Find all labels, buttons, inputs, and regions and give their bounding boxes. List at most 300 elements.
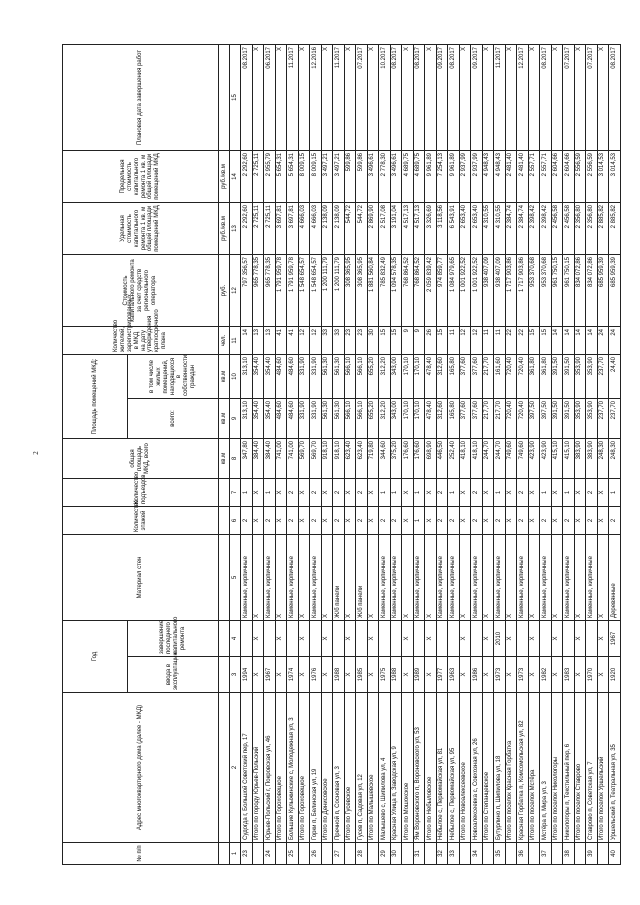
table-cell: 561,30: [333, 399, 345, 439]
table-cell: Итого по городу Юрьев-Польский: [252, 693, 264, 843]
table-cell: 720,40: [505, 399, 517, 439]
table-cell: 39: [586, 843, 598, 865]
table-cell: 11.2017: [333, 44, 345, 150]
table-cell: 1: [264, 479, 276, 507]
table-cell: Красная Горбатка п, Комсомольская ул, 82: [517, 693, 529, 843]
table-cell: 252,40: [448, 439, 460, 479]
table-cell: 2 653,40: [459, 202, 471, 254]
table-cell: 331,90: [298, 399, 310, 439]
table-cell: Каменные, кирпичные: [494, 535, 506, 621]
table-cell: 2: [390, 507, 402, 535]
table-row: [310, 44, 322, 864]
table-cell: 1 548 654,57: [310, 254, 322, 326]
table-cell: Каменные, кирпичные: [563, 535, 575, 621]
capital-repair-table: [62, 44, 621, 865]
table-cell: Пречной п, Сосновая ул, 3: [333, 693, 345, 843]
table-cell: 953 370,68: [540, 254, 552, 326]
table-cell: 2 292,60: [241, 202, 253, 254]
table-cell: 797 356,57: [241, 254, 253, 326]
table-cell: 24: [609, 326, 621, 354]
table-cell: 1983: [563, 657, 575, 693]
table-cell: 1988: [390, 657, 402, 693]
table-cell: 566,10: [344, 354, 356, 398]
table-cell: X: [574, 507, 586, 535]
table-row: [494, 44, 506, 864]
table-cell: Небылое с, Первомайская ул, 81: [436, 693, 448, 843]
header-entrances: Количество подъездов: [63, 479, 219, 507]
unit-cell: чел.: [219, 326, 230, 354]
table-cell: 237,70: [597, 399, 609, 439]
table-cell: [413, 621, 425, 657]
header-repair-cost: Стоимость капитального ремонта за счет средств регионального оператора: [63, 254, 219, 326]
subtotal-row: [505, 44, 517, 864]
table-cell: 561,30: [321, 399, 333, 439]
page-number: 2: [31, 451, 40, 455]
column-number-cell: 7: [230, 479, 241, 507]
table-cell: [528, 843, 540, 865]
table-cell: 353,90: [586, 399, 598, 439]
table-row: [563, 44, 575, 864]
table-cell: 965 778,35: [264, 254, 276, 326]
table-row: [379, 44, 391, 864]
table-cell: 312,60: [436, 399, 448, 439]
table-cell: X: [459, 657, 471, 693]
table-cell: 176,60: [402, 439, 414, 479]
table-cell: 484,60: [287, 354, 299, 398]
table-cell: Итого по поселок Красная Горбатка: [505, 693, 517, 843]
table-cell: 35: [494, 843, 506, 865]
table-cell: 8 009,15: [310, 150, 322, 202]
table-cell: 354,40: [264, 399, 276, 439]
table-cell: 2 604,66: [563, 150, 575, 202]
table-cell: 3 014,53: [597, 150, 609, 202]
table-cell: 27: [333, 843, 345, 865]
table-cell: 2: [310, 479, 322, 507]
table-cell: 655,20: [367, 399, 379, 439]
table-cell: 768 864,52: [413, 254, 425, 326]
table-cell: 655,20: [367, 354, 379, 398]
table-cell: 30: [390, 843, 402, 865]
table-cell: 1 717 903,86: [517, 254, 529, 326]
table-row: [517, 44, 529, 864]
subtotal-row: [252, 44, 264, 864]
table-cell: 38: [563, 843, 575, 865]
table-cell: X: [597, 44, 609, 150]
table-cell: X: [275, 507, 287, 535]
table-cell: X: [402, 507, 414, 535]
table-cell: 09.2017: [471, 44, 483, 150]
table-cell: 34: [471, 843, 483, 865]
table-cell: 26: [310, 843, 322, 865]
table-cell: 41: [287, 326, 299, 354]
table-cell: Каменные, кирпичные: [436, 535, 448, 621]
table-cell: X: [505, 621, 517, 657]
subtotal-row: [574, 44, 586, 864]
table-cell: Каменные, кирпичные: [413, 535, 425, 621]
table-cell: 623,40: [356, 439, 368, 479]
table-cell: [436, 621, 448, 657]
table-cell: 3 191,04: [390, 202, 402, 254]
table-cell: 1: [241, 479, 253, 507]
table-cell: 12: [310, 326, 322, 354]
table-cell: 4 666,03: [310, 202, 322, 254]
table-cell: 2 604,66: [551, 150, 563, 202]
table-cell: 685 959,39: [597, 254, 609, 326]
table-cell: 4 517,13: [413, 202, 425, 254]
table-cell: X: [482, 657, 494, 693]
table-cell: Каменные, кирпичные: [390, 535, 402, 621]
table-cell: 15: [436, 326, 448, 354]
table-cell: 24,40: [609, 354, 621, 398]
table-cell: 2 778,30: [379, 150, 391, 202]
unit-cell: кв.м: [219, 439, 230, 479]
table-cell: 12.2017: [517, 44, 529, 150]
subtotal-row: [425, 44, 437, 864]
column-number-cell: 10: [230, 354, 241, 398]
table-cell: 2 557,71: [528, 150, 540, 202]
table-cell: X: [402, 479, 414, 507]
column-number-cell: 2: [230, 693, 241, 843]
header-total-area: общая площадь МКД, всего: [63, 439, 219, 479]
table-cell: 37: [540, 843, 552, 865]
table-cell: 1 717 903,86: [505, 254, 517, 326]
table-cell: 3 497,21: [321, 150, 333, 202]
table-cell: X: [425, 535, 437, 621]
table-cell: [321, 843, 333, 865]
register-sheet: [62, 45, 617, 865]
units-row: [219, 44, 230, 864]
table-cell: 2 398,42: [540, 202, 552, 254]
table-cell: 2 885,82: [609, 202, 621, 254]
table-cell: 331,90: [310, 354, 322, 398]
table-cell: 1920: [609, 657, 621, 693]
table-cell: 2: [379, 507, 391, 535]
column-number-cell: 11: [230, 326, 241, 354]
table-cell: 768 864,52: [402, 254, 414, 326]
table-cell: 22: [517, 326, 529, 354]
table-cell: 2: [333, 507, 345, 535]
table-cell: 15: [528, 326, 540, 354]
header-area-total: всего:: [128, 399, 219, 439]
table-cell: [344, 843, 356, 865]
table-cell: X: [425, 621, 437, 657]
table-cell: 33: [448, 843, 460, 865]
table-cell: 217,70: [482, 399, 494, 439]
table-cell: 3 496,61: [390, 150, 402, 202]
table-cell: 170,10: [402, 399, 414, 439]
table-cell: Итого по поселок Уршельский: [597, 693, 609, 843]
unit-cell: [219, 693, 230, 843]
table-cell: 9: [413, 326, 425, 354]
header-commissioning-year: ввода в эксплуатацию: [128, 657, 219, 693]
table-cell: 1 200 111,79: [333, 254, 345, 326]
table-cell: 484,60: [287, 399, 299, 439]
table-cell: 377,60: [471, 399, 483, 439]
table-cell: 353,90: [574, 399, 586, 439]
table-cell: 11: [494, 326, 506, 354]
table-cell: 312,20: [379, 399, 391, 439]
table-cell: 741,00: [287, 439, 299, 479]
unit-cell: руб./кв.м: [219, 150, 230, 202]
table-cell: 343,00: [390, 399, 402, 439]
table-cell: X: [425, 507, 437, 535]
table-cell: X: [528, 621, 540, 657]
header-area-group: Площадь помещений МКД:: [63, 354, 128, 438]
table-cell: [482, 843, 494, 865]
table-cell: 2 456,58: [551, 202, 563, 254]
table-row: [241, 44, 253, 864]
table-cell: 423,90: [540, 439, 552, 479]
table-cell: X: [275, 44, 287, 150]
table-cell: 698,90: [425, 439, 437, 479]
table-cell: 33: [321, 326, 333, 354]
column-numbers-row: [230, 44, 241, 864]
column-number-cell: 1: [230, 843, 241, 865]
table-cell: X: [275, 535, 287, 621]
table-cell: 354,40: [252, 354, 264, 398]
table-cell: X: [367, 507, 379, 535]
table-cell: 2: [540, 507, 552, 535]
table-cell: 719,80: [367, 439, 379, 479]
table-cell: X: [528, 479, 540, 507]
table-cell: 1 791 959,78: [275, 254, 287, 326]
table-cell: X: [298, 535, 310, 621]
table-cell: 09.2017: [436, 44, 448, 150]
table-cell: 478,40: [425, 354, 437, 398]
header-wall-material: Материал стен: [63, 535, 219, 621]
table-row: [609, 44, 621, 864]
table-cell: 2 356,80: [586, 202, 598, 254]
table-cell: 1973: [494, 657, 506, 693]
table-cell: 1: [540, 479, 552, 507]
table-cell: 1 548 654,57: [298, 254, 310, 326]
table-cell: 2 885,82: [597, 202, 609, 254]
table-cell: X: [298, 621, 310, 657]
table-cell: 1 001 922,52: [459, 254, 471, 326]
table-cell: 248,30: [609, 439, 621, 479]
table-cell: X: [252, 507, 264, 535]
table-cell: 3 697,81: [287, 202, 299, 254]
table-cell: X: [321, 507, 333, 535]
table-cell: [563, 621, 575, 657]
table-cell: X: [298, 657, 310, 693]
table-cell: 1989: [413, 657, 425, 693]
table-cell: 15: [540, 326, 552, 354]
table-cell: 353,90: [574, 354, 586, 398]
table-cell: 599,86: [356, 150, 368, 202]
table-cell: X: [551, 621, 563, 657]
table-cell: Итого по поселок Никологоры: [551, 693, 563, 843]
table-cell: 28: [356, 843, 368, 865]
table-cell: 1994: [241, 657, 253, 693]
table-cell: 1: [448, 479, 460, 507]
table-cell: Никологоры п, Текстильный пер, 6: [563, 693, 575, 843]
table-cell: 08.2017: [540, 44, 552, 150]
unit-cell: кв.м: [219, 354, 230, 398]
table-cell: 12: [471, 326, 483, 354]
table-cell: 244,70: [482, 439, 494, 479]
table-cell: 2 138,09: [333, 202, 345, 254]
table-cell: 4 689,75: [402, 150, 414, 202]
table-cell: X: [482, 535, 494, 621]
table-cell: 1976: [310, 657, 322, 693]
table-row: [586, 44, 598, 864]
table-cell: 11: [448, 326, 460, 354]
table-cell: 785 832,49: [379, 254, 391, 326]
table-cell: 2 059 839,42: [425, 254, 437, 326]
table-cell: [551, 843, 563, 865]
table-cell: X: [344, 507, 356, 535]
table-cell: 33: [333, 326, 345, 354]
table-cell: 24: [264, 843, 276, 865]
table-cell: 237,70: [597, 354, 609, 398]
table-cell: 2: [436, 479, 448, 507]
table-cell: Каменные, кирпичные: [287, 535, 299, 621]
table-cell: [425, 843, 437, 865]
table-cell: 1: [413, 507, 425, 535]
table-cell: [275, 843, 287, 865]
table-cell: 383,90: [586, 439, 598, 479]
table-cell: 1985: [356, 657, 368, 693]
table-cell: 397,50: [528, 399, 540, 439]
table-cell: [264, 621, 276, 657]
table-cell: 2: [494, 507, 506, 535]
table-cell: X: [597, 657, 609, 693]
table-cell: 2 456,58: [563, 202, 575, 254]
table-cell: [241, 621, 253, 657]
table-cell: X: [367, 657, 379, 693]
table-cell: Большие Кулыжинские с, Молодежная ул, 3: [287, 693, 299, 843]
table-cell: Юрьев-Польский г, Покровская ул, 46: [264, 693, 276, 843]
table-cell: Судогда г, Большой Советский пер, 17: [241, 693, 253, 843]
table-cell: 1 084 979,65: [448, 254, 460, 326]
table-cell: X: [505, 479, 517, 507]
table-cell: Ставрово п, Советская ул, 7: [586, 693, 598, 843]
table-cell: 391,50: [563, 399, 575, 439]
table-cell: 07.2017: [586, 44, 598, 150]
table-cell: 347,80: [241, 439, 253, 479]
table-cell: 15: [390, 326, 402, 354]
table-cell: 544,72: [356, 202, 368, 254]
table-cell: Каменные, кирпичные: [471, 535, 483, 621]
table-cell: 08.2017: [241, 44, 253, 150]
table-cell: X: [402, 621, 414, 657]
table-cell: 2 517,08: [379, 202, 391, 254]
table-cell: 415,10: [551, 439, 563, 479]
table-cell: [287, 621, 299, 657]
table-cell: 07.2017: [563, 44, 575, 150]
table-cell: 446,50: [436, 439, 448, 479]
table-cell: 377,60: [471, 354, 483, 398]
table-cell: 569,70: [298, 439, 310, 479]
table-cell: 2 292,60: [241, 150, 253, 202]
table-cell: 3 118,56: [436, 202, 448, 254]
column-number-cell: 9: [230, 399, 241, 439]
table-cell: 3 014,53: [609, 150, 621, 202]
table-cell: 331,90: [298, 354, 310, 398]
table-cell: 11: [482, 326, 494, 354]
header-address: Адрес многоквартирного дома (далее - МКД): [63, 693, 219, 843]
table-cell: 161,60: [494, 354, 506, 398]
table-cell: X: [482, 479, 494, 507]
table-cell: 353,90: [586, 354, 598, 398]
table-cell: Каменные, кирпичные: [517, 535, 529, 621]
table-cell: X: [425, 44, 437, 150]
table-cell: 2: [356, 479, 368, 507]
table-cell: 418,10: [459, 439, 471, 479]
table-cell: 2: [241, 507, 253, 535]
table-cell: 2 481,40: [505, 150, 517, 202]
table-cell: 11.2017: [494, 44, 506, 150]
table-cell: X: [459, 621, 471, 657]
unit-cell: [219, 657, 230, 693]
table-cell: Каменные, кирпичные: [264, 535, 276, 621]
table-cell: 1 881 560,84: [367, 254, 379, 326]
table-cell: 749,60: [505, 439, 517, 479]
table-cell: X: [528, 657, 540, 693]
table-cell: X: [551, 535, 563, 621]
table-cell: 741,00: [275, 439, 287, 479]
table-cell: X: [402, 657, 414, 693]
table-cell: 2 356,80: [574, 202, 586, 254]
table-cell: 478,40: [425, 399, 437, 439]
table-cell: 384,40: [252, 439, 264, 479]
subtotal-row: [482, 44, 494, 864]
table-cell: Каменные, кирпичные: [379, 535, 391, 621]
table-cell: Итого по поселок Ставрово: [574, 693, 586, 843]
table-cell: Каменные, кирпичные: [448, 535, 460, 621]
table-cell: 2: [333, 479, 345, 507]
table-cell: 36: [517, 843, 529, 865]
table-cell: X: [505, 535, 517, 621]
column-number-cell: 12: [230, 254, 241, 326]
table-cell: 974 859,77: [436, 254, 448, 326]
table-cell: X: [574, 479, 586, 507]
table-cell: 10.2017: [379, 44, 391, 150]
table-cell: 1 791 959,78: [287, 254, 299, 326]
table-cell: 23: [356, 326, 368, 354]
table-cell: 1 094 578,35: [390, 254, 402, 326]
table-cell: 1 200 111,79: [321, 254, 333, 326]
table-cell: Ж/б панели: [333, 535, 345, 621]
table-cell: 961 750,15: [563, 254, 575, 326]
table-cell: Итого по Новоалексеевское: [459, 693, 471, 843]
table-cell: [597, 843, 609, 865]
table-cell: X: [321, 621, 333, 657]
table-cell: Деревянные: [609, 535, 621, 621]
table-cell: Красная Улица п, Заводская ул, 9: [390, 693, 402, 843]
table-cell: 834 072,86: [586, 254, 598, 326]
table-row: [413, 44, 425, 864]
table-cell: 308 365,95: [356, 254, 368, 326]
table-cell: 23: [241, 843, 253, 865]
header-last-repair-year: завершение последнего капитального ремонта: [128, 621, 219, 657]
table-cell: 354,40: [264, 354, 276, 398]
table-row: [287, 44, 299, 864]
table-cell: 1967: [264, 657, 276, 693]
table-cell: Новоалексеевка с, Совхозная ул, 26: [471, 693, 483, 843]
table-cell: 1986: [471, 657, 483, 693]
table-cell: 2: [609, 507, 621, 535]
table-cell: 08.2017: [609, 44, 621, 150]
table-cell: X: [505, 657, 517, 693]
table-cell: 14: [241, 326, 253, 354]
table-cell: 2 653,40: [471, 202, 483, 254]
table-cell: 5 654,31: [287, 150, 299, 202]
table-cell: X: [597, 535, 609, 621]
table-cell: 2010: [494, 621, 506, 657]
table-cell: 14: [563, 326, 575, 354]
